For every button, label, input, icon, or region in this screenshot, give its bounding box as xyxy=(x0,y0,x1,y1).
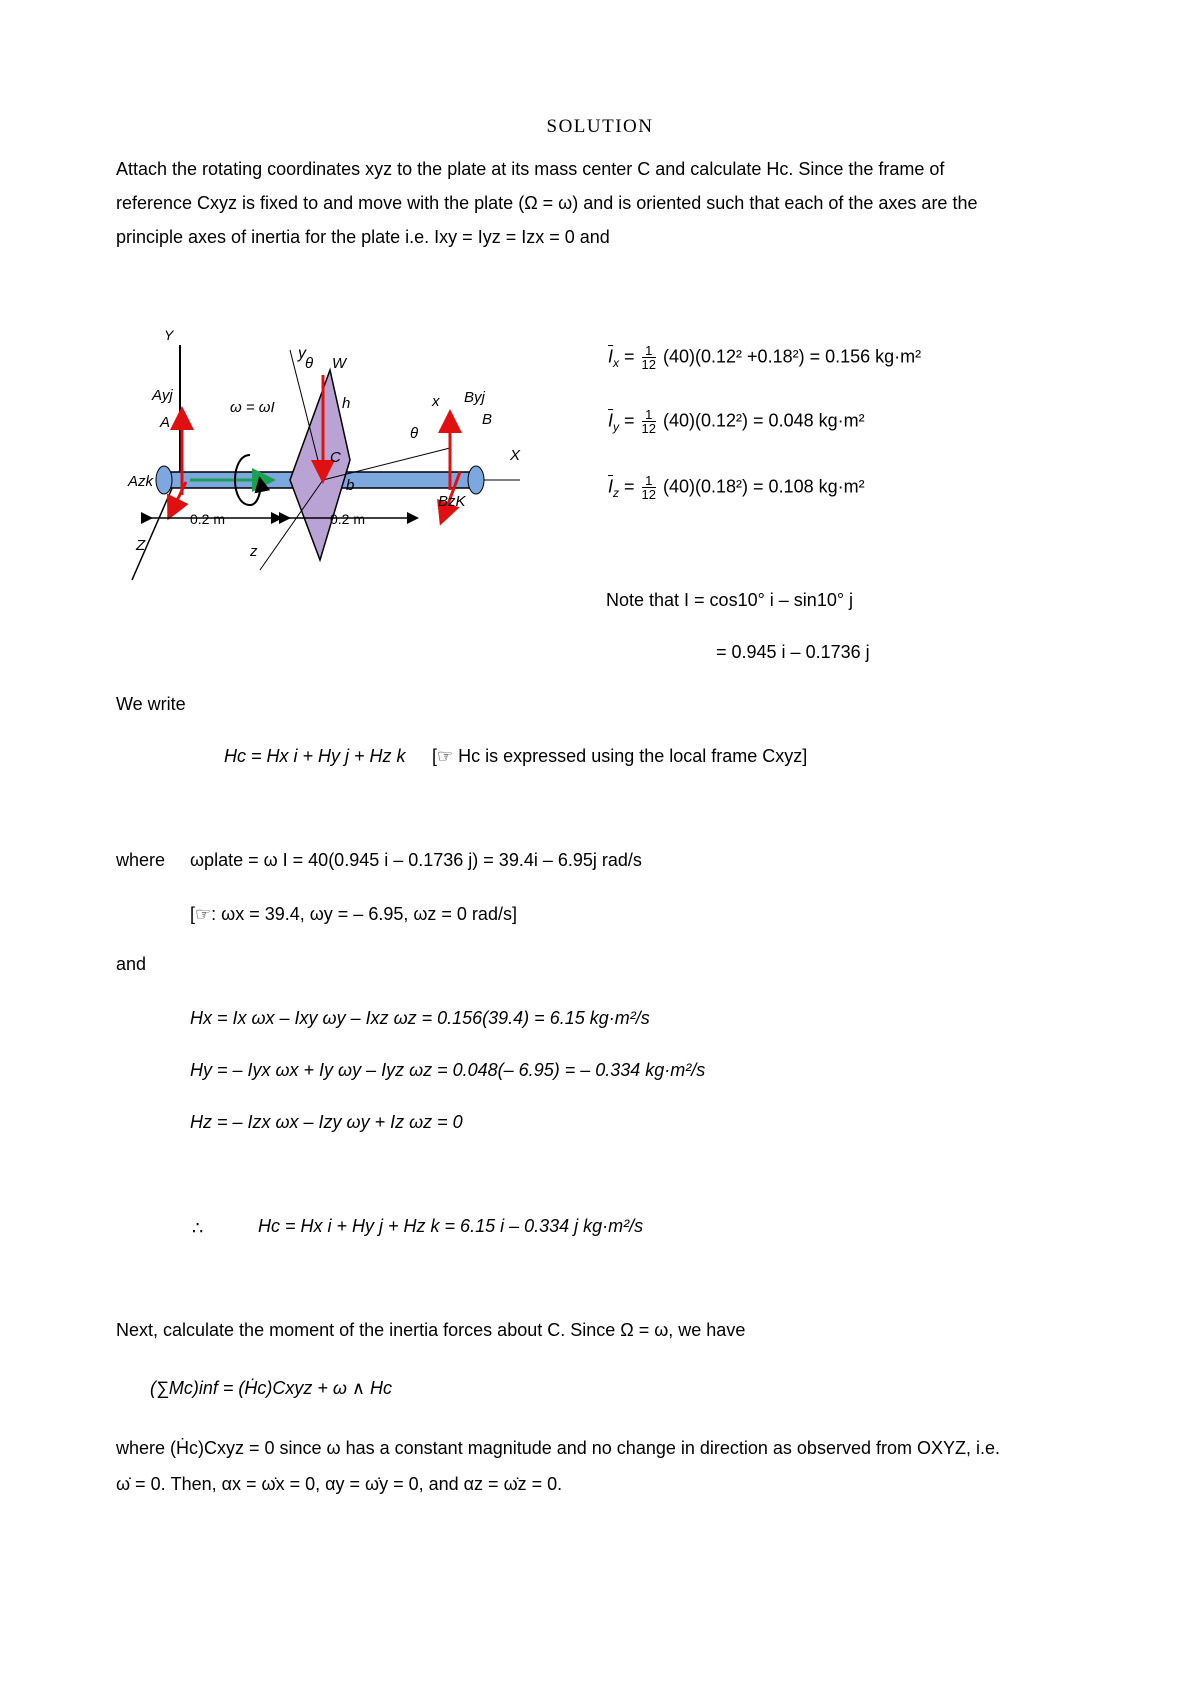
label-X: X xyxy=(510,447,521,464)
label-A-inner: A xyxy=(160,434,169,449)
where-label: where xyxy=(116,850,166,870)
label-dim-2: 0.2 m xyxy=(330,511,366,527)
intro-line-2: reference Cxyz is fixed to and move with the plate (Ω = ω) and is oriented such that each of the axes are the xyxy=(116,193,978,213)
label-omega: ω = ωI xyxy=(230,399,275,416)
inertia-iy: $\overline{I}_y$ = $\frac{1}{12}$ (40)(0.12²) = 0.048 kg·m² xyxy=(608,407,865,436)
intro-line-3: principle axes of inertia for the plate i.e. Ixy = Iyz = Izx = 0 and xyxy=(116,227,610,247)
shaft-plate-diagram xyxy=(120,327,580,610)
label-Z: Z xyxy=(136,537,146,554)
label-x: x xyxy=(432,393,440,410)
note-line-2: = 0.945 i – 0.1736 j xyxy=(716,642,870,662)
label-Y: Y xyxy=(164,327,174,343)
label-theta-2: θ xyxy=(410,425,419,442)
hc-equation: Hc = Hx i + Hy j + Hz k xyxy=(224,746,406,766)
label-W: W xyxy=(332,355,347,372)
label-b: b xyxy=(346,477,355,494)
label-B: B xyxy=(482,411,493,428)
label-Ay: Ayj xyxy=(152,387,173,404)
omega-plate-equation: ωplate = ω I = 40(0.945 i – 0.1736 j) = 39.4i – 6.95j rad/s xyxy=(190,850,642,870)
note-line-1: Note that I = cos10° i – sin10° j xyxy=(606,590,854,610)
inertia-ix: $\overline{I}_x$ = $\frac{1}{12}$ (40)(0.12² +0.18²) = 0.156 kg·m² xyxy=(608,343,922,372)
we-write: We write xyxy=(116,694,186,714)
page-title: SOLUTION xyxy=(546,116,654,137)
label-z: z xyxy=(250,543,258,560)
plate xyxy=(290,370,350,560)
moment-equation: (∑Mc)inf = (Ḣc)Cxyz + ω ∧ Hc xyxy=(150,1378,393,1398)
label-h: h xyxy=(342,395,351,412)
intro-paragraph xyxy=(116,152,1096,254)
label-dim-1: 0.2 m xyxy=(190,511,226,527)
hc-result: Hc = Hx i + Hy j + Hz k = 6.15 i – 0.334 j kg·m²/s xyxy=(258,1216,644,1236)
hy-equation: Hy = – Iyx ωx + Iy ωy – Iyz ωz = 0.048(– 6.95) = – 0.334 kg·m²/s xyxy=(190,1060,706,1080)
label-C: C xyxy=(330,449,341,466)
therefore-symbol: ∴ xyxy=(192,1218,204,1238)
bearing-b xyxy=(468,466,484,494)
intro-line-1: Attach the rotating coordinates xyz to the plate at its mass center C and calculate Hc. Since the frame of xyxy=(116,159,945,179)
final-line-1: where (Ḣc)Cxyz = 0 since ω has a constant magnitude and no change in direction as observed from OXYZ, i.e. xyxy=(116,1438,1000,1458)
hx-equation: Hx = Ix ωx – Ixy ωy – Ixz ωz = 0.156(39.4) = 6.15 kg·m²/s xyxy=(190,1008,650,1028)
label-y: y xyxy=(298,345,306,362)
label-theta: θ xyxy=(305,355,314,372)
label-Bz: BzK xyxy=(438,493,466,510)
label-By: Byj xyxy=(464,389,485,406)
final-line-2: ω̇ = 0. Then, αx = ω̇x = 0, αy = ω̇y = 0, and αz = ω̇z = 0. xyxy=(116,1474,563,1494)
inertia-iz: $\overline{I}_z$ = $\frac{1}{12}$ (40)(0.18²) = 0.108 kg·m² xyxy=(608,473,865,502)
hz-equation: Hz = – Izx ωx – Izy ωy + Iz ωz = 0 xyxy=(190,1112,463,1132)
next-paragraph: Next, calculate the moment of the inertia forces about C. Since Ω = ω, we have xyxy=(116,1320,746,1340)
final-paragraph xyxy=(116,1430,1096,1502)
label-Az: Azk xyxy=(128,473,154,490)
bearing-a xyxy=(156,466,172,494)
and-label: and xyxy=(116,954,147,974)
omega-components: [☞: ωx = 39.4, ωy = – 6.95, ωz = 0 rad/s] xyxy=(190,904,517,924)
label-A: A xyxy=(160,414,171,431)
hc-note: [☞ Hc is expressed using the local frame Cxyz] xyxy=(432,746,808,766)
